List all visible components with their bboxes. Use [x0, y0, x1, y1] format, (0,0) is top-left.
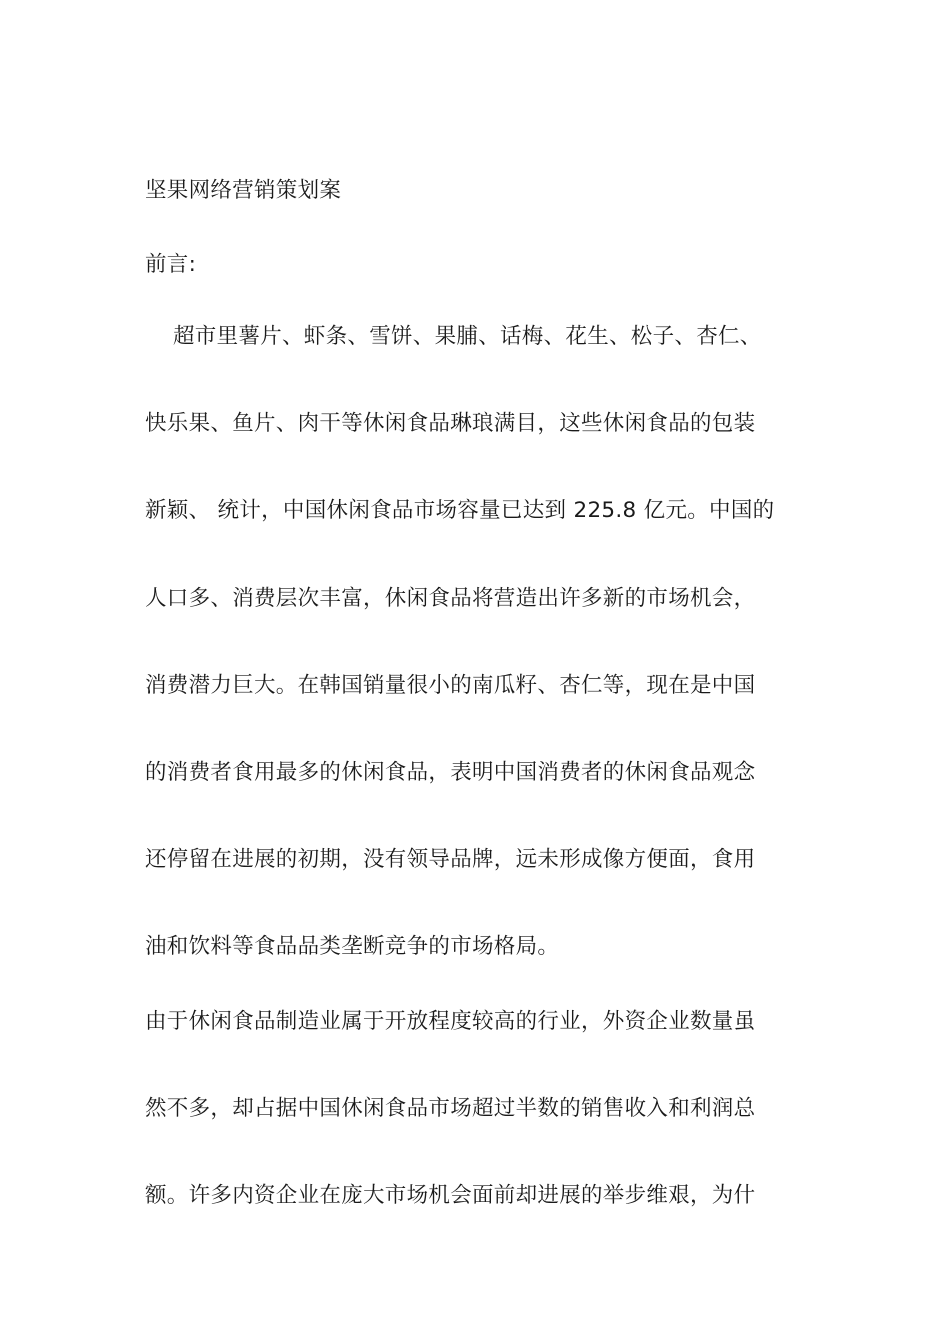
paragraph-line: 人口多、消费层次丰富，休闲食品将营造出许多新的市场机会， [145, 586, 756, 611]
document-title: 坚果网络营销策划案 [145, 178, 342, 203]
paragraph-line: 超市里薯片、虾条、雪饼、果脯、话梅、花生、松子、杏仁、 [173, 324, 762, 349]
paragraph-line: 油和饮料等食品品类垄断竞争的市场格局。 [145, 934, 560, 959]
paragraph-line: 的消费者食用最多的休闲食品，表明中国消费者的休闲食品观念 [145, 760, 756, 785]
paragraph-line: 消费潜力巨大。在韩国销量很小的南瓜籽、杏仁等，现在是中国 [145, 673, 756, 698]
paragraph-line: 然不多，却占据中国休闲食品市场超过半数的销售收入和利润总 [145, 1096, 756, 1121]
paragraph-line: 还停留在进展的初期，没有领导品牌，远未形成像方便面，食用 [145, 847, 756, 872]
paragraph-line: 快乐果、鱼片、肉干等休闲食品琳琅满目，这些休闲食品的包装 [145, 411, 756, 436]
paragraph-line: 新颖、 统计，中国休闲食品市场容量已达到 225.8 亿元。中国的 [145, 498, 775, 523]
paragraph-line: 由于休闲食品制造业属于开放程度较高的行业，外资企业数量虽 [145, 1009, 756, 1034]
preface-label: 前言: [145, 252, 197, 277]
paragraph-line: 额。许多内资企业在庞大市场机会面前却进展的举步维艰，为什 [145, 1183, 756, 1208]
